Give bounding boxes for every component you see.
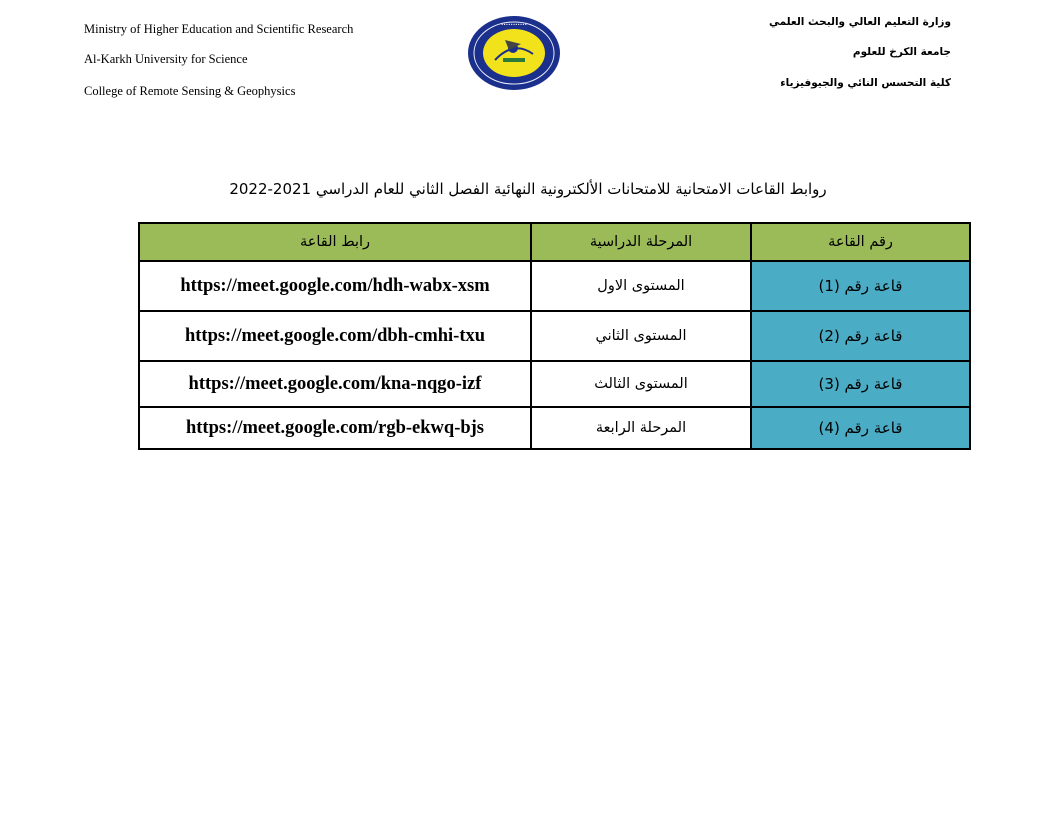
table-row bbox=[139, 361, 970, 407]
page-title-text: روابط القاعات الامتحانية للامتحانات الألكترونية النهائية الفصل الثاني للعام الدراسي 2021-2022 bbox=[229, 180, 827, 198]
meet-link[interactable]: https://meet.google.com/hdh-wabx-xsm bbox=[139, 261, 531, 311]
room-cell: قاعة رقم (2) bbox=[751, 311, 970, 361]
level-cell: المستوى الاول bbox=[531, 261, 751, 311]
table-row bbox=[139, 407, 970, 449]
svg-text:•••••••••••: ••••••••••• bbox=[501, 22, 527, 27]
meet-link[interactable]: https://meet.google.com/rgb-ekwq-bjs bbox=[139, 407, 531, 449]
university-name-en: Al-Karkh University for Science bbox=[84, 52, 248, 66]
page-title bbox=[0, 180, 1056, 198]
university-name-ar: جامعة الكرخ للعلوم bbox=[852, 46, 951, 58]
ministry-name-ar: وزارة التعليم العالي والبحث العلمي bbox=[768, 16, 951, 28]
header-level: المرحلة الدراسية bbox=[531, 223, 751, 261]
ministry-name-en: Ministry of Higher Education and Scientific Research bbox=[84, 22, 354, 36]
header-link: رابط القاعة bbox=[139, 223, 531, 261]
college-name-en: College of Remote Sensing & Geophysics bbox=[84, 84, 296, 98]
table-row bbox=[139, 261, 970, 311]
table-header-row bbox=[139, 223, 970, 261]
level-cell: المرحلة الرابعة bbox=[531, 407, 751, 449]
header-room: رقم القاعة bbox=[751, 223, 970, 261]
level-cell: المستوى الثاني bbox=[531, 311, 751, 361]
university-seal-icon bbox=[465, 14, 563, 92]
room-cell: قاعة رقم (3) bbox=[751, 361, 970, 407]
table-row bbox=[139, 311, 970, 361]
level-cell: المستوى الثالث bbox=[531, 361, 751, 407]
college-name-ar: كلية التحسس النائي والجيوفيزياء bbox=[780, 77, 951, 89]
meet-link[interactable]: https://meet.google.com/kna-nqgo-izf bbox=[139, 361, 531, 407]
room-cell: قاعة رقم (1) bbox=[751, 261, 970, 311]
meet-link[interactable]: https://meet.google.com/dbh-cmhi-txu bbox=[139, 311, 531, 361]
exam-rooms-table bbox=[138, 222, 971, 450]
room-cell: قاعة رقم (4) bbox=[751, 407, 970, 449]
